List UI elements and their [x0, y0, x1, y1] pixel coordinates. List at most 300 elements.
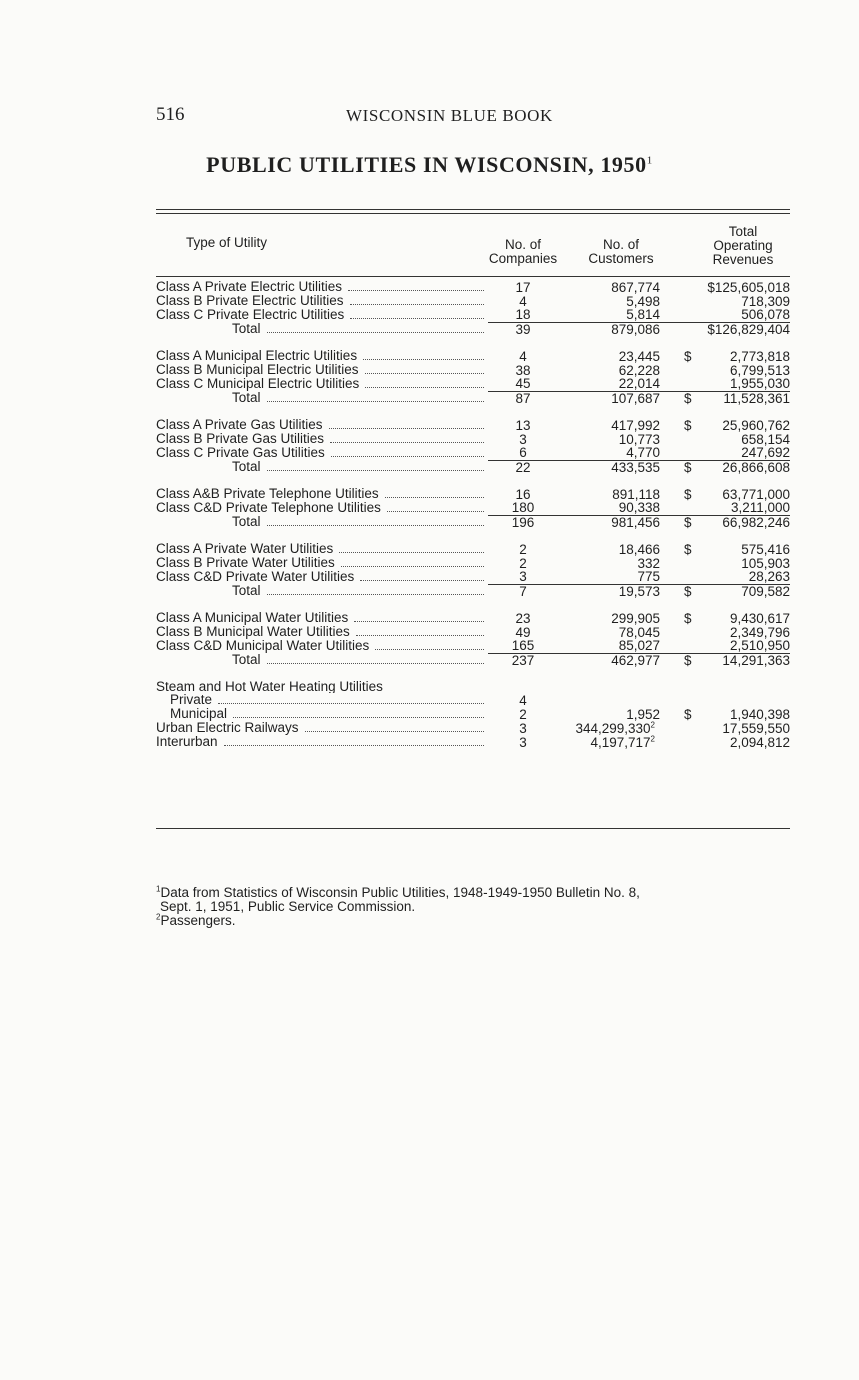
customers-value: 344,299,330 [575, 721, 651, 735]
companies-cell: 3 [519, 721, 527, 735]
customers-value: 62,228 [618, 363, 660, 377]
revenue-value: 506,078 [741, 308, 790, 322]
dot-leader [365, 372, 484, 374]
revenue-value: 63,771,000 [722, 487, 790, 501]
customers-value: 417,992 [611, 418, 660, 432]
revenue-cell [660, 707, 790, 721]
table-row [156, 707, 790, 721]
revenue-wrap [660, 516, 790, 529]
utility-type-wrap [156, 446, 486, 460]
utility-type-cell [156, 707, 488, 721]
revenue-dollar-sign [660, 433, 684, 446]
customers-value: 18,466 [618, 542, 660, 556]
utility-type-label: Total [232, 322, 261, 336]
footnote-1-line2: Sept. 1, 1951, Public Service Commission. [160, 899, 416, 914]
companies-cell: 39 [488, 322, 558, 336]
table-row [156, 349, 790, 363]
utility-type-label: Total [232, 584, 261, 598]
revenue-wrap [660, 736, 790, 749]
dot-leader [350, 303, 484, 305]
customers-cell [558, 322, 660, 336]
dot-leader [387, 510, 484, 512]
revenue-value: 25,960,762 [722, 418, 790, 432]
utility-type-label: Class A Municipal Water Utilities [156, 611, 349, 625]
companies-cell: 18 [515, 308, 531, 322]
dot-leader [331, 455, 484, 457]
customers-value: 299,905 [611, 611, 660, 625]
footnote-1-text: Data from Statistics of Wisconsin Public Utilities, 1948-1949-1950 Bulletin No. 8, [160, 885, 640, 900]
customers-cell [558, 487, 660, 501]
table-row [156, 308, 790, 322]
utility-type-wrap [156, 721, 486, 735]
dot-leader [305, 730, 484, 732]
dot-leader [267, 662, 484, 664]
revenue-value: $125,605,018 [707, 280, 790, 294]
revenue-dollar-sign [660, 501, 684, 514]
column-header-revenues [700, 225, 786, 267]
utility-type-label: Class C Private Gas Utilities [156, 446, 325, 460]
column-header-revenues-line3: Revenues [712, 252, 774, 267]
customers-cell [558, 515, 660, 529]
column-header-companies-line1: No. of [504, 237, 542, 252]
customers-value: 775 [637, 570, 660, 584]
revenue-dollar-sign: $ [684, 418, 692, 432]
utility-type-wrap [156, 308, 486, 322]
revenue-dollar-sign [660, 639, 684, 652]
utility-type-label: Total [232, 653, 261, 667]
revenue-cell [660, 432, 790, 446]
running-head: WISCONSIN BLUE BOOK [346, 106, 553, 125]
revenue-cell [660, 735, 790, 749]
customers-cell [558, 446, 660, 460]
customers-value: 332 [637, 556, 660, 570]
row-spacer [156, 529, 790, 542]
row-spacer [156, 336, 790, 349]
utility-type-cell [156, 460, 488, 474]
revenue-cell [660, 280, 790, 294]
revenue-wrap [660, 488, 790, 501]
column-header-customers-line1: No. of [602, 237, 640, 252]
revenue-wrap [660, 364, 790, 377]
customers-value: 867,774 [611, 280, 660, 294]
revenue-cell [660, 625, 790, 639]
revenue-dollar-sign [660, 281, 684, 294]
customers-cell [558, 693, 660, 707]
revenue-dollar-sign: $ [684, 584, 692, 598]
utility-type-label: Class B Private Electric Utilities [156, 294, 344, 308]
revenue-dollar-sign: $ [684, 487, 692, 501]
footnote-2 [156, 914, 790, 928]
revenue-dollar-sign: $ [684, 515, 692, 529]
customers-cell [558, 611, 660, 625]
utility-type-wrap [156, 501, 486, 515]
customers-cell [558, 570, 660, 584]
utility-type-cell [156, 418, 488, 432]
dot-leader [365, 386, 484, 388]
customers-value: 10,773 [618, 432, 660, 446]
utility-type-label: Steam and Hot Water Heating Utilities [156, 680, 383, 693]
revenue-cell [660, 349, 790, 363]
table-total-row [156, 322, 790, 336]
companies-cell: 4 [519, 294, 527, 308]
column-header-revenues-line1: Total [728, 224, 758, 239]
footnote-1-line1 [156, 886, 790, 900]
revenue-value: 1,955,030 [729, 377, 790, 391]
customers-value: 90,338 [618, 501, 660, 515]
table-row [156, 556, 790, 570]
table-row [156, 418, 790, 432]
revenue-wrap [660, 570, 790, 583]
companies-cell: 180 [511, 501, 535, 515]
utility-type-cell [156, 735, 488, 749]
revenue-cell [660, 542, 790, 556]
companies-cell: 7 [488, 584, 558, 598]
revenue-cell [660, 680, 790, 693]
customers-cell [558, 280, 660, 294]
revenue-dollar-sign: $ [684, 542, 692, 556]
utility-type-wrap [156, 280, 486, 294]
customers-value: 462,977 [611, 653, 660, 667]
revenue-dollar-sign [660, 364, 684, 377]
companies-cell: 2 [519, 556, 527, 570]
dot-leader [233, 716, 484, 718]
companies-cell: 45 [515, 377, 531, 391]
table-row [156, 363, 790, 377]
revenue-cell [660, 363, 790, 377]
revenue-dollar-sign [660, 308, 684, 321]
table-total-row [156, 515, 790, 529]
utility-type-wrap [156, 680, 486, 693]
revenue-cell [660, 501, 790, 515]
table-total-row [156, 391, 790, 405]
utility-type-cell [156, 391, 488, 405]
customers-value: 879,086 [611, 322, 660, 336]
revenue-cell [660, 418, 790, 432]
revenue-cell [660, 584, 790, 598]
utility-type-cell [156, 721, 488, 735]
utility-type-wrap [156, 625, 486, 639]
utility-type-wrap [156, 611, 486, 625]
utility-type-label: Class B Private Gas Utilities [156, 432, 325, 446]
revenue-wrap [660, 654, 790, 667]
title-footnote-mark: 1 [646, 154, 653, 167]
revenue-dollar-sign [660, 295, 684, 308]
revenue-value: 2,773,818 [729, 349, 790, 363]
page-number: 516 [156, 104, 185, 125]
dot-leader [267, 400, 484, 402]
utility-type-label: Municipal [170, 707, 228, 721]
customers-cell [558, 363, 660, 377]
utility-type-label: Class B Municipal Water Utilities [156, 625, 350, 639]
table-row [156, 377, 790, 391]
revenue-value: 718,309 [741, 294, 790, 308]
utility-type-wrap [156, 487, 486, 501]
utility-type-cell [156, 432, 488, 446]
revenue-dollar-sign [660, 570, 684, 583]
utility-type-wrap [156, 391, 486, 405]
customers-cell [558, 680, 660, 693]
revenue-wrap [660, 295, 790, 308]
utility-type-wrap [156, 460, 486, 474]
dot-leader [348, 289, 484, 291]
customers-cell [558, 418, 660, 432]
utility-type-wrap [156, 377, 486, 391]
dot-leader [329, 427, 484, 429]
revenue-cell [660, 322, 790, 336]
customers-cell [558, 653, 660, 667]
companies-cell: 3 [519, 432, 527, 446]
utility-type-cell [156, 308, 488, 322]
utility-type-wrap [156, 322, 486, 336]
companies-cell: 4 [519, 349, 527, 363]
revenue-wrap [660, 323, 790, 336]
customers-cell [558, 584, 660, 598]
utility-type-wrap [156, 570, 486, 584]
utility-type-wrap [156, 735, 486, 749]
companies-cell: 3 [519, 735, 527, 749]
companies-cell: 2 [519, 707, 527, 721]
revenue-wrap [660, 281, 790, 294]
column-header-companies [480, 238, 566, 266]
table-row [156, 542, 790, 556]
dot-leader [330, 441, 484, 443]
page-title-text: PUBLIC UTILITIES IN WISCONSIN, 1950 [206, 152, 647, 177]
companies-cell: 16 [515, 487, 531, 501]
table-row [156, 294, 790, 308]
revenue-dollar-sign: $ [684, 349, 692, 363]
customers-value: 5,814 [626, 308, 660, 322]
utility-type-label: Class B Private Water Utilities [156, 556, 335, 570]
table-total-row [156, 653, 790, 667]
utility-type-label: Class C&D Private Telephone Utilities [156, 501, 381, 515]
table-row [156, 280, 790, 294]
page-title [0, 152, 859, 178]
utility-type-cell [156, 542, 488, 556]
utility-type-cell [156, 294, 488, 308]
customers-cell [558, 707, 660, 721]
companies-cell: 237 [488, 653, 558, 667]
utility-type-cell [156, 446, 488, 460]
utility-type-label: Total [232, 515, 261, 529]
customers-footnote-mark: 2 [650, 721, 655, 729]
column-header-customers-line2: Customers [588, 251, 654, 266]
table-bottom-rule [156, 828, 790, 829]
table-row [156, 446, 790, 460]
customers-value: 5,498 [626, 294, 660, 308]
dot-leader [267, 331, 484, 333]
table-row [156, 501, 790, 515]
utility-type-label: Class A Private Electric Utilities [156, 280, 343, 294]
utility-type-wrap [156, 653, 486, 667]
revenue-wrap [660, 501, 790, 514]
utility-type-label: Class C Municipal Electric Utilities [156, 377, 360, 391]
revenue-value: $126,829,404 [707, 322, 790, 336]
customers-value: 19,573 [618, 584, 660, 598]
utility-type-cell [156, 349, 488, 363]
revenue-value: 11,528,361 [723, 391, 790, 405]
companies-cell [488, 680, 558, 693]
utilities-table [156, 280, 790, 749]
customers-value: 981,456 [611, 515, 660, 529]
revenue-cell [660, 377, 790, 391]
table-row [156, 680, 790, 693]
row-spacer [156, 474, 790, 487]
revenue-cell [660, 515, 790, 529]
revenue-value: 709,582 [741, 584, 790, 598]
utility-type-label: Urban Electric Railways [156, 721, 299, 735]
footnote-1-mark: 1 [156, 884, 161, 894]
revenue-wrap [660, 419, 790, 432]
utility-type-wrap [156, 294, 486, 308]
revenue-wrap [660, 377, 790, 390]
dot-leader [354, 620, 484, 622]
column-header-customers [578, 238, 664, 266]
row-spacer [156, 405, 790, 418]
revenue-cell [660, 308, 790, 322]
customers-cell [558, 721, 660, 735]
utility-type-cell [156, 556, 488, 570]
utility-type-wrap [156, 707, 486, 721]
table-row [156, 570, 790, 584]
customers-value: 4,770 [626, 446, 660, 460]
revenue-cell [660, 446, 790, 460]
companies-cell: 22 [488, 460, 558, 474]
revenue-cell [660, 653, 790, 667]
dot-leader [363, 358, 484, 360]
utility-type-label: Class C Private Electric Utilities [156, 308, 345, 322]
utility-type-label: Interurban [156, 735, 218, 749]
companies-cell: 87 [488, 391, 558, 405]
revenue-value: 658,154 [741, 432, 790, 446]
utility-type-cell [156, 515, 488, 529]
revenue-value: 2,349,796 [729, 625, 790, 639]
revenue-value: 1,940,398 [729, 707, 790, 721]
revenue-value: 28,263 [748, 570, 790, 584]
revenue-dollar-sign: $ [684, 707, 692, 721]
revenue-wrap [660, 557, 790, 570]
customers-cell [558, 349, 660, 363]
revenue-wrap [660, 708, 790, 721]
revenue-dollar-sign [660, 557, 684, 570]
table-row [156, 432, 790, 446]
revenue-wrap [660, 585, 790, 598]
revenue-cell [660, 556, 790, 570]
companies-cell: 23 [515, 611, 531, 625]
revenue-value: 14,291,363 [722, 653, 790, 667]
column-header-companies-line2: Companies [488, 251, 558, 266]
customers-cell [558, 432, 660, 446]
revenue-cell [660, 639, 790, 653]
revenue-dollar-sign: $ [684, 391, 692, 405]
utility-type-label: Class A Municipal Electric Utilities [156, 349, 358, 363]
customers-value: 78,045 [618, 625, 660, 639]
revenue-dollar-sign: $ [684, 611, 692, 625]
table-total-row [156, 584, 790, 598]
revenue-value: 105,903 [741, 556, 790, 570]
utility-type-cell [156, 611, 488, 625]
dot-leader [224, 744, 484, 746]
dot-leader [375, 648, 484, 650]
table-row [156, 721, 790, 735]
revenue-value: 17,559,550 [722, 721, 790, 735]
companies-cell: 17 [515, 280, 531, 294]
companies-cell: 165 [511, 639, 535, 653]
revenue-cell [660, 611, 790, 625]
table-row [156, 735, 790, 749]
customers-footnote-mark: 2 [650, 735, 655, 743]
revenue-dollar-sign: $ [684, 460, 692, 474]
customers-value: 4,197,717 [590, 735, 651, 749]
footnote-2-mark: 2 [156, 912, 161, 922]
utility-type-cell [156, 280, 488, 294]
dot-leader [385, 496, 484, 498]
customers-cell [558, 460, 660, 474]
utility-type-wrap [156, 432, 486, 446]
customers-value: 433,535 [611, 460, 660, 474]
companies-cell: 38 [515, 363, 531, 377]
utility-type-label: Class B Municipal Electric Utilities [156, 363, 359, 377]
companies-cell: 4 [519, 693, 527, 707]
revenue-value: 2,094,812 [729, 735, 790, 749]
dot-leader [339, 551, 484, 553]
revenue-value: 3,211,000 [730, 501, 790, 515]
table-row [156, 639, 790, 653]
revenue-wrap [660, 446, 790, 459]
column-header-type: Type of Utility [186, 235, 268, 250]
companies-cell: 13 [515, 418, 531, 432]
customers-cell [558, 308, 660, 322]
customers-value: 23,445 [618, 349, 660, 363]
revenue-value: 247,692 [741, 446, 790, 460]
customers-value: 22,014 [618, 377, 660, 391]
revenue-wrap [660, 461, 790, 474]
revenue-dollar-sign [660, 736, 684, 749]
revenue-wrap [660, 722, 790, 735]
dot-leader [356, 634, 484, 636]
customers-value: 85,027 [618, 639, 660, 653]
utility-type-label: Class C&D Municipal Water Utilities [156, 639, 370, 653]
revenue-cell [660, 487, 790, 501]
utility-type-label: Private [170, 693, 213, 707]
utility-type-wrap [156, 515, 486, 529]
utility-type-cell [156, 570, 488, 584]
revenue-wrap [660, 308, 790, 321]
row-spacer [156, 667, 790, 680]
revenue-dollar-sign [660, 446, 684, 459]
customers-value: 1,952 [626, 707, 660, 721]
utility-type-cell [156, 322, 488, 336]
revenue-dollar-sign [660, 377, 684, 390]
revenue-cell [660, 721, 790, 735]
revenue-dollar-sign [660, 722, 684, 735]
utility-type-cell [156, 653, 488, 667]
revenue-value: 2,510,950 [729, 639, 790, 653]
utility-type-cell [156, 363, 488, 377]
utility-type-cell [156, 584, 488, 598]
dot-leader [267, 593, 484, 595]
revenue-cell [660, 294, 790, 308]
table-top-rule-inner [156, 213, 790, 214]
customers-cell [558, 625, 660, 639]
revenue-dollar-sign [660, 323, 684, 336]
customers-value: 107,687 [611, 391, 660, 405]
table-row [156, 693, 790, 707]
utility-type-wrap [156, 639, 486, 653]
dot-leader [360, 579, 484, 581]
revenue-wrap [660, 350, 790, 363]
utility-type-label: Class A Private Water Utilities [156, 542, 334, 556]
utility-type-label: Class A&B Private Telephone Utilities [156, 487, 379, 501]
